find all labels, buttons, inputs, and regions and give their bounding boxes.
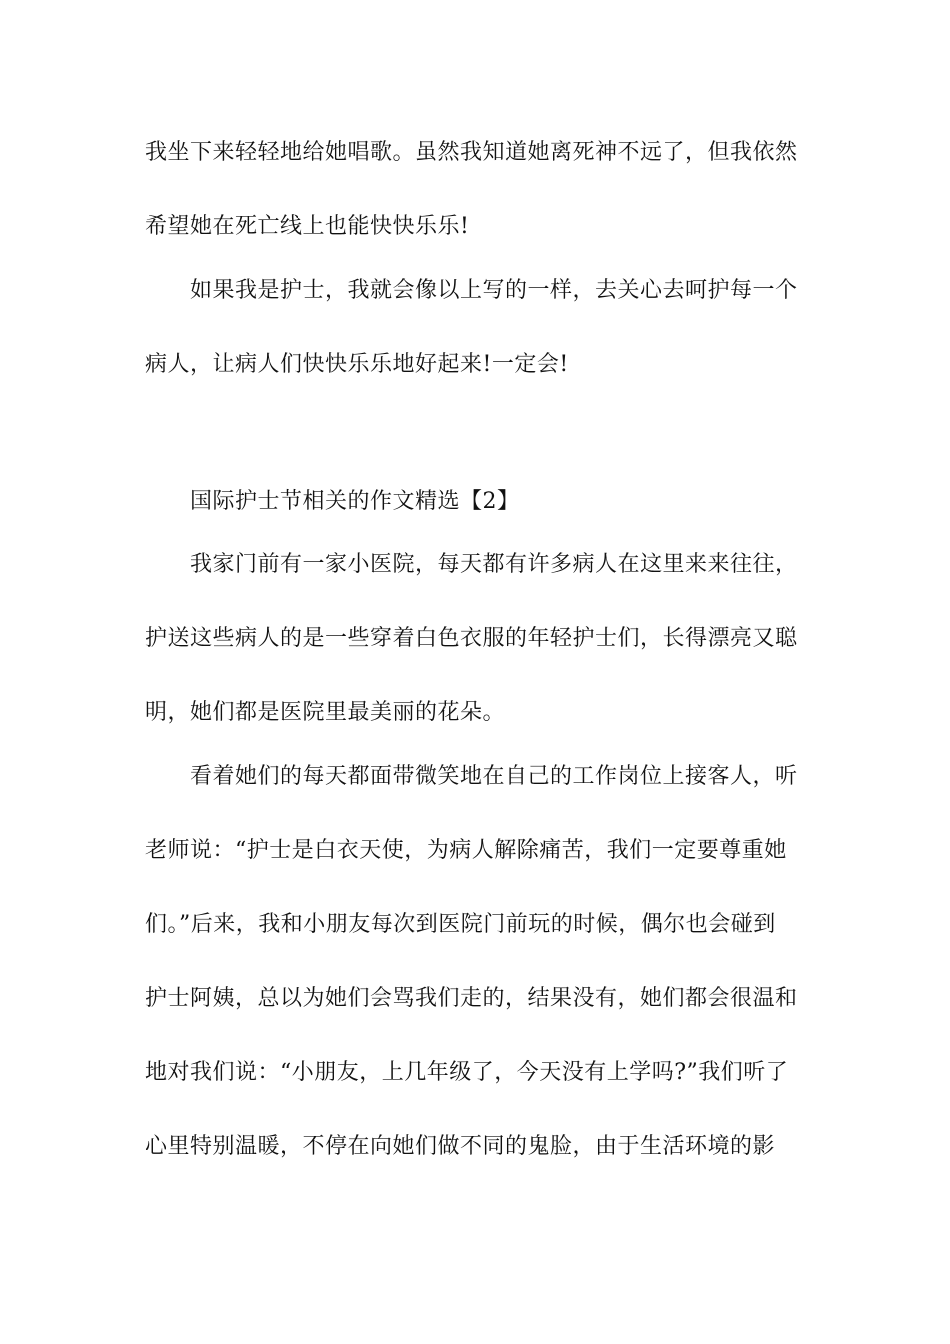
- paragraph-line: 看着她们的每天都面带微笑地在自己的工作岗位上接客人，听: [190, 764, 798, 789]
- paragraph-line: 希望她在死亡线上也能快快乐乐!: [145, 214, 470, 239]
- paragraph-line: 我坐下来轻轻地给她唱歌。虽然我知道她离死神不远了，但我依然: [145, 140, 798, 165]
- paragraph-line: 明，她们都是医院里最美丽的花朵。: [145, 700, 506, 725]
- section-heading: 国际护士节相关的作文精选【2】: [190, 489, 520, 514]
- paragraph-line: 如果我是护士，我就会像以上写的一样，去关心去呵护每一个: [190, 278, 798, 303]
- paragraph-line: 护送这些病人的是一些穿着白色衣服的年轻护士们，长得漂亮又聪: [145, 626, 798, 651]
- paragraph-line: 心里特别温暖，不停在向她们做不同的鬼脸，由于生活环境的影: [145, 1134, 776, 1159]
- paragraph-line: 护士阿姨，总以为她们会骂我们走的，结果没有，她们都会很温和: [145, 986, 798, 1011]
- paragraph-line: 老师说：“护士是白衣天使，为病人解除痛苦，我们一定要尊重她: [145, 838, 787, 863]
- paragraph-line: 我家门前有一家小医院，每天都有许多病人在这里来来往往，: [190, 552, 798, 577]
- paragraph-line: 病人，让病人们快快乐乐地好起来!一定会!: [145, 352, 569, 377]
- paragraph-line: 地对我们说：“小朋友，上几年级了，今天没有上学吗?”我们听了: [145, 1060, 789, 1085]
- paragraph-line: 们。”后来，我和小朋友每次到医院门前玩的时候，偶尔也会碰到: [145, 912, 776, 937]
